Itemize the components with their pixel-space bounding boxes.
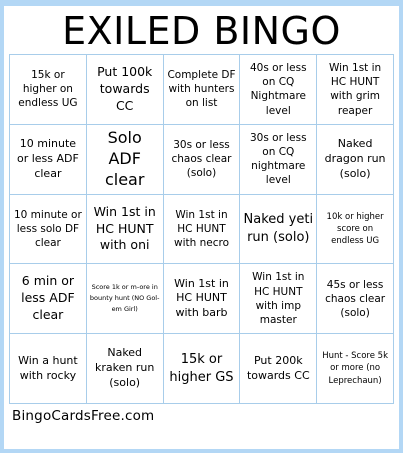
bingo-cell[interactable]: Put 200k towards CC xyxy=(240,334,317,404)
card-title: EXILED BINGO xyxy=(62,9,341,53)
bingo-cell[interactable]: 30s or less chaos clear (solo) xyxy=(164,125,241,195)
bingo-cell[interactable]: Naked dragon run (solo) xyxy=(317,125,394,195)
bingo-cell[interactable]: Complete DF with hunters on list xyxy=(164,55,241,125)
bingo-cell[interactable]: Solo ADF clear xyxy=(87,125,164,195)
bingo-cell[interactable]: Win 1st in HC HUNT with necro xyxy=(164,195,241,265)
bingo-cell[interactable]: Win 1st in HC HUNT with imp master xyxy=(240,264,317,334)
bingo-cell[interactable]: Hunt - Score 5k or more (no Leprechaun) xyxy=(317,334,394,404)
bingo-cell[interactable]: 10 minute or less ADF clear xyxy=(10,125,87,195)
bingo-cell[interactable]: 30s or less on CQ nightmare level xyxy=(240,125,317,195)
bingo-cell[interactable]: 10 minute or less solo DF clear xyxy=(10,195,87,265)
bingo-cell[interactable]: Win 1st in HC HUNT with oni xyxy=(87,195,164,265)
bingo-cell[interactable]: 15k or higher GS xyxy=(164,334,241,404)
bingo-cell[interactable]: Score 1k or m-ore in bounty hunt (NO Gol-em Girl) xyxy=(87,264,164,334)
bingo-cell[interactable]: 45s or less chaos clear (solo) xyxy=(317,264,394,334)
bingo-cell[interactable]: 6 min or less ADF clear xyxy=(10,264,87,334)
bingo-cell[interactable]: Win a hunt with rocky xyxy=(10,334,87,404)
bingo-cell[interactable]: Win 1st in HC HUNT with barb xyxy=(164,264,241,334)
bingo-cell[interactable]: 10k or higher score on endless UG xyxy=(317,195,394,265)
bingo-cell[interactable]: Win 1st in HC HUNT with grim reaper xyxy=(317,55,394,125)
bingo-cell[interactable]: Naked kraken run (solo) xyxy=(87,334,164,404)
bingo-cell[interactable]: 40s or less on CQ Nightmare level xyxy=(240,55,317,125)
bingo-cell[interactable]: 15k or higher on endless UG xyxy=(10,55,87,125)
bingo-cell[interactable]: Put 100k towards CC xyxy=(87,55,164,125)
bingo-grid xyxy=(9,54,394,404)
bingo-cell[interactable]: Naked yeti run (solo) xyxy=(240,195,317,265)
footer-credit: BingoCardsFree.com xyxy=(12,408,155,424)
